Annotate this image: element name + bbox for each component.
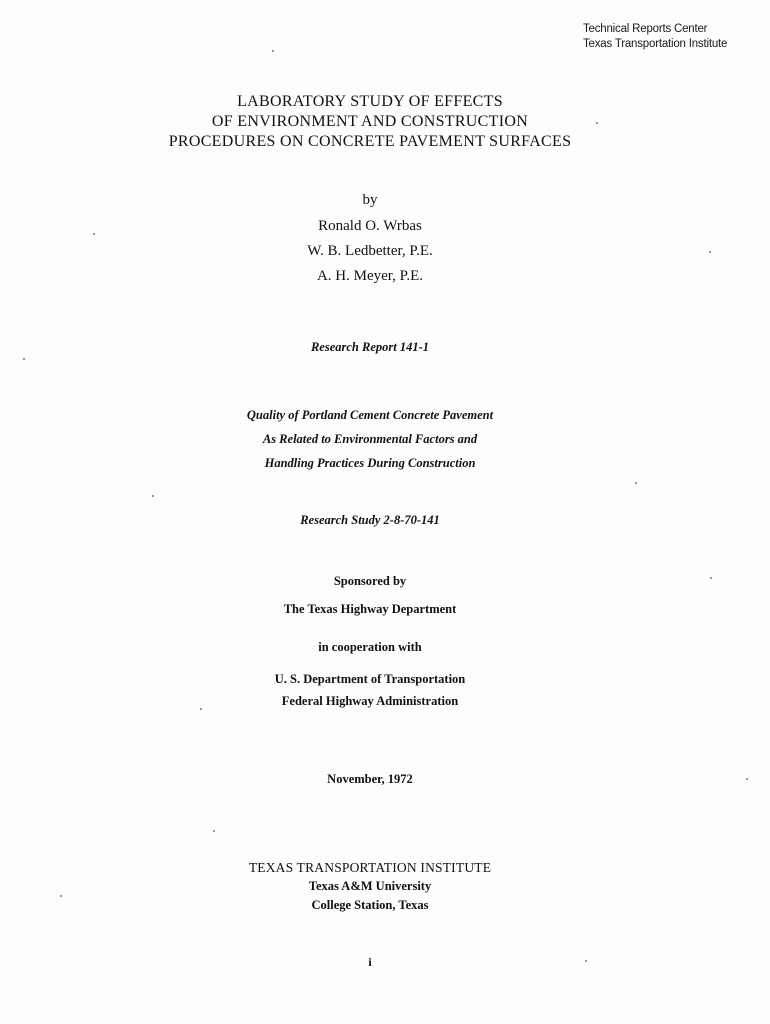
scan-speck (596, 122, 598, 124)
cooperation-label: in cooperation with (318, 640, 422, 654)
report-title (0, 92, 740, 152)
scan-speck (710, 577, 712, 579)
author-name: A. H. Meyer, P.E. (316, 268, 424, 284)
study-title (0, 403, 740, 475)
study-title-line: As Related to Environmental Factors and (262, 432, 478, 446)
city-name: College Station, Texas (311, 898, 429, 912)
stamp-line: Technical Reports Center (583, 23, 708, 35)
agency-name: U. S. Department of Transportation (274, 672, 466, 686)
institute-block (0, 858, 740, 915)
scan-speck (152, 495, 154, 497)
study-number: Research Study 2-8-70-141 (300, 513, 440, 527)
page-number: i (368, 955, 372, 969)
stamp-line: Texas Transportation Institute (583, 38, 728, 50)
author-list (0, 214, 740, 289)
study-title-line: Quality of Portland Cement Concrete Pavement (246, 408, 494, 422)
scan-speck (60, 895, 62, 897)
scan-speck (93, 233, 95, 235)
by-label: by (362, 192, 378, 208)
title-line: PROCEDURES ON CONCRETE PAVEMENT SURFACES (168, 133, 572, 150)
author-name: W. B. Ledbetter, P.E. (307, 243, 433, 259)
scan-speck (23, 358, 25, 360)
scan-speck (746, 778, 748, 780)
title-line: OF ENVIRONMENT AND CONSTRUCTION (211, 113, 529, 130)
scan-speck (272, 50, 274, 52)
scan-speck (709, 251, 711, 253)
sponsored-by-label: Sponsored by (333, 574, 407, 588)
library-stamp (583, 22, 727, 52)
title-line: LABORATORY STUDY OF EFFECTS (237, 93, 503, 110)
author-name: Ronald O. Wrbas (318, 218, 422, 234)
cooperating-agencies (0, 668, 740, 712)
scan-speck (213, 830, 215, 832)
sponsor-name: The Texas Highway Department (283, 602, 457, 616)
study-title-line: Handling Practices During Construction (264, 456, 476, 470)
publication-date: November, 1972 (327, 772, 413, 786)
scan-speck (585, 960, 587, 962)
university-name: Texas A&M University (308, 879, 432, 893)
agency-name: Federal Highway Administration (281, 694, 459, 708)
institute-name: TEXAS TRANSPORTATION INSTITUTE (248, 860, 492, 875)
scan-speck (635, 482, 637, 484)
scan-speck (200, 708, 202, 710)
report-number: Research Report 141-1 (310, 340, 430, 354)
